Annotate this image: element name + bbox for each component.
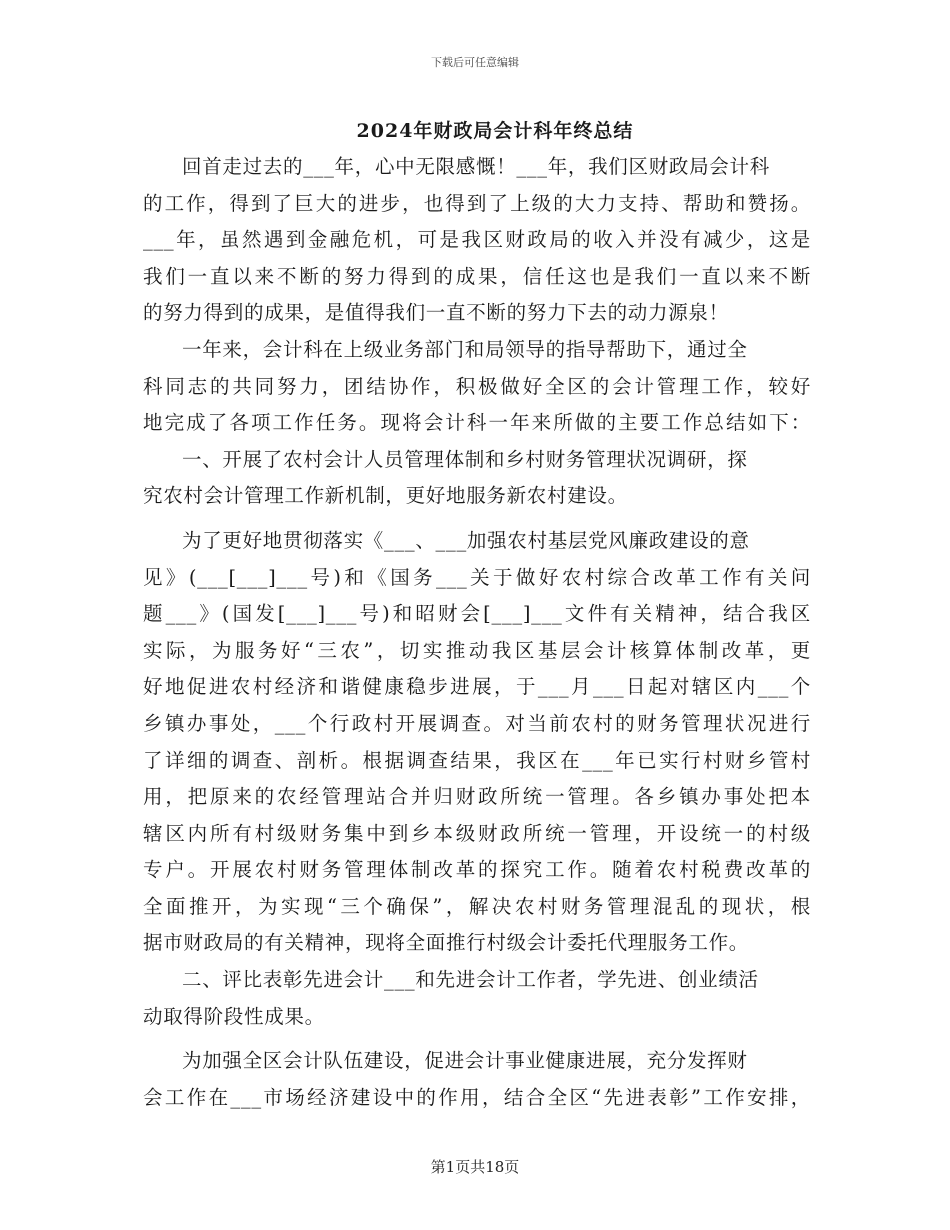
body-line: 科同志的共同努力，团结协作，积极做好全区的会计管理工作，较好 [143, 374, 811, 398]
body-line: 为了更好地贯彻落实《___、___加强农村基层党风廉政建设的意 [182, 528, 750, 552]
body-line: ___年，虽然遇到金融危机，可是我区财政局的收入并没有减少，这是 [143, 228, 811, 252]
body-line: 实际，为服务好“三农”，切实推动我区基层会计核算体制改革，更 [143, 638, 811, 662]
document-body [143, 149, 811, 1116]
body-line: 究农村会计管理工作新机制，更好地服务新农村建设。 [143, 484, 628, 508]
body-line: 为加强全区会计队伍建设，促进会计事业健康进展，充分发挥财 [182, 1049, 748, 1073]
body-line: 用，把原来的农经管理站合并归财政所统一管理。各乡镇办事处把本 [143, 785, 811, 809]
body-line: 专户。开展农村财务管理体制改革的探究工作。随着农村税费改革的 [143, 858, 811, 882]
document-title: 2024年财政局会计科年终总结 [356, 120, 634, 142]
body-line: 会工作在___市场经济建设中的作用，结合全区“先进表彰”工作安排， [143, 1085, 811, 1109]
body-line: 题___》(国发[___]___号)和昭财会[___]___文件有关精神，结合我区 [143, 602, 811, 626]
body-line: 动取得阶段性成果。 [143, 1004, 325, 1028]
body-line: 的工作，得到了巨大的进步，也得到了上级的大力支持、帮助和赞扬。 [143, 191, 811, 215]
page-number-footer: 第1页共18页 [430, 1158, 520, 1176]
body-line: 好地促进农村经济和谐健康稳步进展，于___月___日起对辖区内___个 [143, 675, 811, 699]
body-line: 一年来，会计科在上级业务部门和局领导的指导帮助下，通过全 [182, 337, 748, 361]
body-line: 二、评比表彰先进会计___和先进会计工作者，学先进、创业绩活 [182, 968, 759, 992]
body-line: 一、开展了农村会计人员管理体制和乡村财务管理状况调研，探 [182, 447, 748, 471]
body-line: 见》(___[___]___号)和《国务___关于做好农村综合改革工作有关问 [143, 565, 811, 589]
body-line: 的努力得到的成果，是值得我们一直不断的努力下去的动力源泉！ [143, 301, 729, 325]
body-line: 据市财政局的有关精神，现将全面推行村级会计委托代理服务工作。 [143, 931, 750, 955]
page-header-note: 下载后可任意编辑 [431, 56, 519, 69]
body-line: 乡镇办事处，___个行政村开展调查。对当前农村的财务管理状况进行 [143, 711, 811, 735]
body-line: 回首走过去的___年，心中无限感慨！___年，我们区财政局会计科 [182, 155, 770, 178]
body-line: 了详细的调查、剖析。根据调查结果，我区在___年已实行村财乡管村 [143, 748, 811, 772]
body-line: 全面推开，为实现“三个确保”，解决农村财务管理混乱的现状，根 [143, 894, 811, 918]
body-line: 辖区内所有村级财务集中到乡本级财政所统一管理，开设统一的村级 [143, 821, 811, 845]
body-line: 我们一直以来不断的努力得到的成果，信任这也是我们一直以来不断 [143, 264, 811, 288]
body-line: 地完成了各项工作任务。现将会计科一年来所做的主要工作总结如下： [143, 411, 811, 435]
